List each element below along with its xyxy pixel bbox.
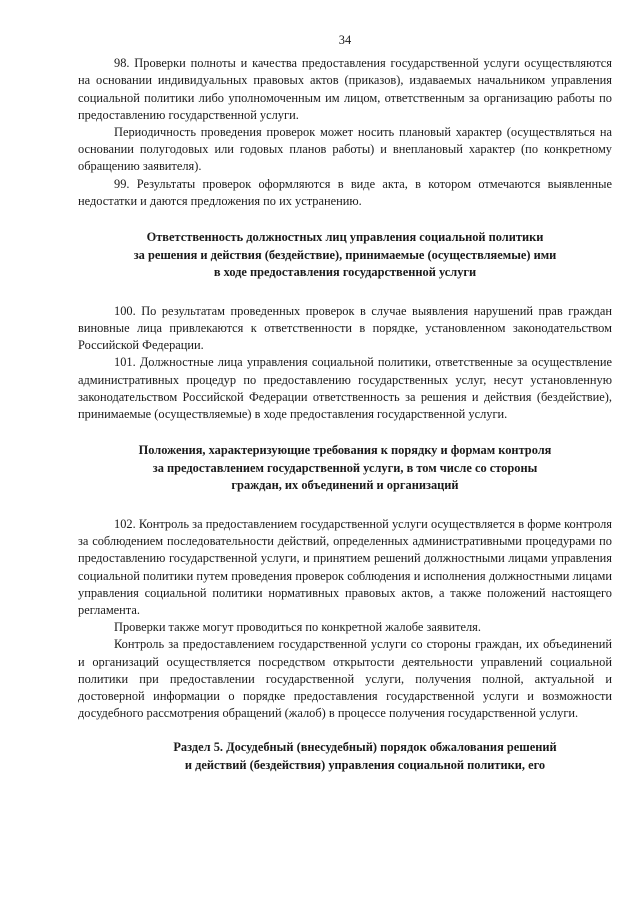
section-5-title-line-1: Раздел 5. Досудебный (внесудебный) порядок обжалования решений bbox=[173, 740, 557, 755]
spacer bbox=[78, 423, 612, 442]
section-5-title-line-2: и действий (бездействия) управления социальной политики, его bbox=[184, 758, 546, 773]
spacer bbox=[78, 722, 612, 739]
paragraph-102: 102. Контроль за предоставлением государственной услуги осуществляется в форме контроля за соблюдением последовательности действий, определенных административными процедурами по предоставлению государственной услуги, и принятием решений должностными лицами управления социальной политики путем проведения проверок соблюдения и исполнения должностными лицами управления социальной политики нормативных правовых актов, а также положений настоящего регламента. bbox=[78, 517, 612, 618]
paragraph-100: 100. По результатам проведенных проверок в случае выявления нарушений прав граждан виновные лица привлекаются к ответственности в порядке, установленном законодательством Российской Федерации. bbox=[78, 303, 612, 353]
paragraph-102-complaint: Проверки также могут проводиться по конкретной жалобе заявителя. bbox=[114, 620, 481, 635]
heading-responsibility-line-1: Ответственность должностных лиц управления социальной политики bbox=[146, 230, 544, 245]
paragraph-99: 99. Результаты проверок оформляются в виде акта, в котором отмечаются выявленные недостатки и даются предложения по их устранению. bbox=[78, 176, 612, 208]
heading-responsibility bbox=[78, 229, 612, 282]
heading-control-line-1: Положения, характеризующие требования к порядку и формам контроля bbox=[138, 443, 552, 458]
spacer bbox=[78, 282, 612, 303]
heading-control-line-2: за предоставлением государственной услуги, в том числе со стороны bbox=[152, 460, 538, 475]
paragraph-98: 98. Проверки полноты и качества предоставления государственной услуги осуществляются на основании индивидуальных правовых актов (приказов), издаваемых начальником управления социальной политики либо уполномоченным им лицом, ответственным за организацию работы по предоставлению государственной услуги. bbox=[78, 56, 612, 122]
section-5-title bbox=[78, 739, 612, 774]
heading-responsibility-line-3: в ходе предоставления государственной услуги bbox=[213, 265, 477, 280]
heading-control bbox=[78, 442, 612, 495]
spacer bbox=[78, 495, 612, 516]
spacer bbox=[78, 210, 612, 229]
paragraph-101: 101. Должностные лица управления социальной политики, ответственные за осуществление административных процедур по предоставлению государственных услуг, несут установленную законодательством Российской Федерации ответственность за решения и действия (бездействие), принимаемые (осуществляемые) в ходе предоставления государственной услуги. bbox=[78, 355, 612, 422]
paragraph-98-periodicity: Периодичность проведения проверок может носить плановый характер (осуществляться на основании полугодовых или годовых планов работы) и внеплановый характер (по конкретному обращению заявителя). bbox=[78, 125, 612, 174]
paragraph-102-citizens: Контроль за предоставлением государственной услуги со стороны граждан, их объединений и организаций осуществляется посредством открытости деятельности управлений социальной политики при предоставлении государственной услуги, получения полной, актуальной и достоверной информации о порядке предоставления государственной услуги и возможности досудебного рассмотрения обращений (жалоб) в процессе получения государственной услуги. bbox=[78, 637, 612, 721]
page-number: 34 bbox=[338, 33, 352, 47]
heading-control-line-3: граждан, их объединений и организаций bbox=[231, 478, 459, 493]
heading-responsibility-line-2: за решения и действия (бездействие), принимаемые (осуществляемые) ими bbox=[133, 247, 557, 262]
